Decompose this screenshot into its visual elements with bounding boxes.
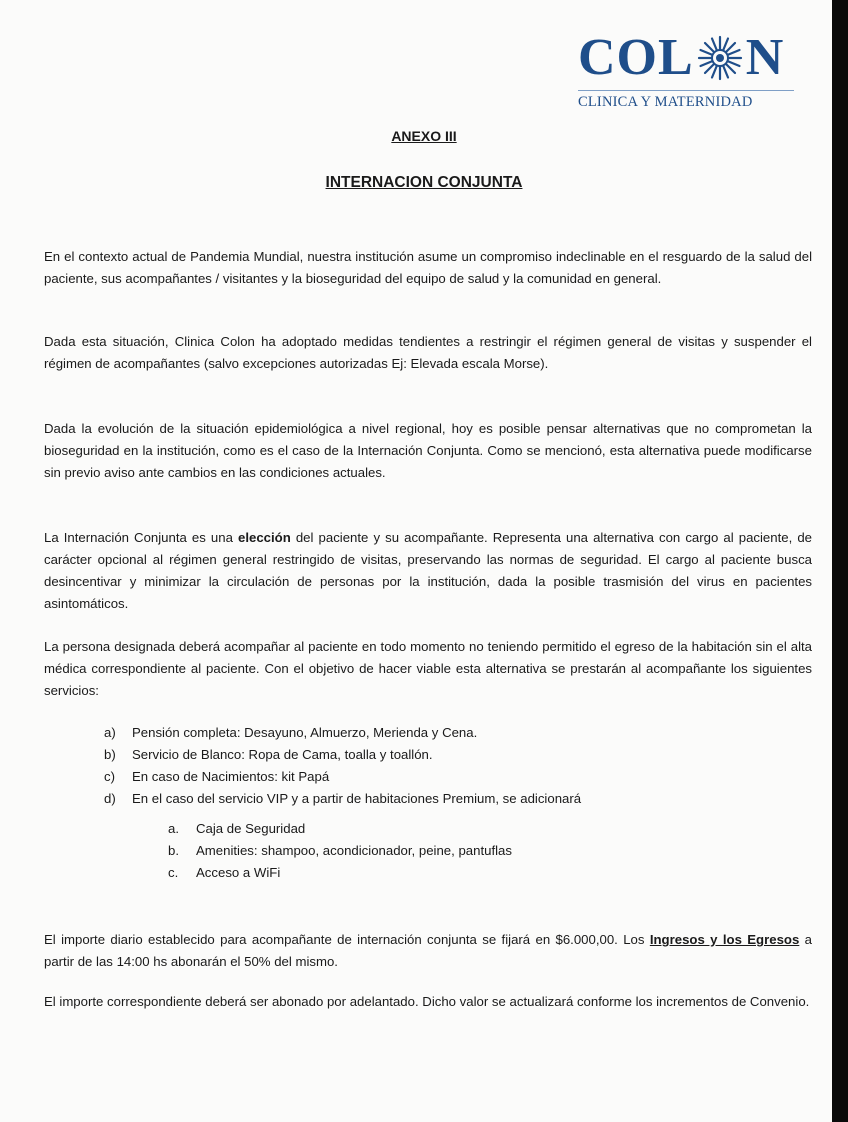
sun-star-icon	[696, 34, 744, 82]
scan-edge-bar	[832, 0, 848, 1122]
paragraph-measures: Dada esta situación, Clinica Colon ha adoptado medidas tendientes a restringir el régimen general de visitas y suspender el régimen de acompañantes (salvo excepciones autorizadas Ej: Elevada escala Morse).	[44, 334, 812, 371]
election-emphasis: elección	[238, 530, 291, 545]
list-marker: c)	[104, 769, 115, 784]
paragraph-election-start: La Internación Conjunta es una	[44, 530, 238, 545]
paragraph-price-start: El importe diario establecido para acompañante de internación conjunta se fijará en $6.000,00. Los	[44, 932, 650, 947]
paragraph-election-rest: del paciente y su acompañante. Representa una alternativa con cargo al paciente, de carácter opcional al régimen general restringido de visitas, preservando las normas de seguridad. El cargo al paciente busca desincentivar y minimizar la circulación de personas por la institución, dada la posible trasmisión del virus en pacientes asintomáticos.	[44, 530, 812, 611]
list-item-text: Servicio de Blanco: Ropa de Cama, toalla y toallón.	[132, 747, 433, 762]
logo-word-right: N	[745, 29, 785, 86]
paragraph-price	[44, 929, 812, 973]
list-item-text: Amenities: shampoo, acondicionador, peine, pantuflas	[196, 843, 512, 858]
list-marker: c.	[168, 865, 179, 880]
list-marker: d)	[104, 791, 116, 806]
annex-heading: ANEXO III	[391, 128, 457, 144]
document-title: INTERNACION CONJUNTA	[325, 174, 523, 191]
list-marker: b)	[104, 747, 116, 762]
paragraph-price-rest: a partir de las 14:00 hs abonarán el 50% del mismo.	[44, 932, 813, 969]
list-item-text: En caso de Nacimientos: kit Papá	[132, 769, 330, 784]
paragraph-payment: El importe correspondiente deberá ser abonado por adelantado. Dicho valor se actualizará conforme los incrementos de Convenio.	[44, 994, 810, 1009]
list-item-text: Pensión completa: Desayuno, Almuerzo, Merienda y Cena.	[132, 725, 478, 740]
logo-wordmark	[578, 30, 784, 86]
paragraph-context: En el contexto actual de Pandemia Mundial, nuestra institución asume un compromiso indeclinable en el resguardo de la salud del paciente, sus acompañantes / visitantes y la bioseguridad del equipo de salud y la comunidad en general.	[44, 249, 812, 286]
list-marker: a)	[104, 725, 116, 740]
paragraph-companion: La persona designada deberá acompañar al paciente en todo momento no teniendo permitido el egreso de la habitación sin el alta médica correspondiente al paciente. Con el objetivo de hacer viable esta alternativa se prestarán al acompañante los siguientes servicios:	[44, 639, 812, 698]
paragraph-evolution: Dada la evolución de la situación epidemiológica a nivel regional, hoy es posible pensar alternativas que no comprometan la bioseguridad en la institución, como es el caso de la Internación Conjunta. Como se mencionó, esta alternativa puede modificarse sin previo aviso ante cambios en las condiciones actuales.	[44, 421, 812, 480]
list-marker: b.	[168, 843, 179, 858]
list-item-text: Caja de Seguridad	[196, 821, 306, 836]
clinic-logo	[578, 30, 800, 112]
paragraph-election	[44, 527, 812, 615]
list-item-text: En el caso del servicio VIP y a partir de habitaciones Premium, se adicionará	[132, 791, 582, 806]
ingresos-egresos-emphasis: Ingresos y los Egresos	[649, 932, 800, 947]
list-item-text: Acceso a WiFi	[196, 865, 281, 880]
logo-word-left: COL	[578, 29, 694, 86]
logo-subtitle: CLINICA Y MATERNIDAD	[578, 94, 753, 110]
logo-divider	[578, 90, 794, 91]
list-marker: a.	[168, 821, 179, 836]
